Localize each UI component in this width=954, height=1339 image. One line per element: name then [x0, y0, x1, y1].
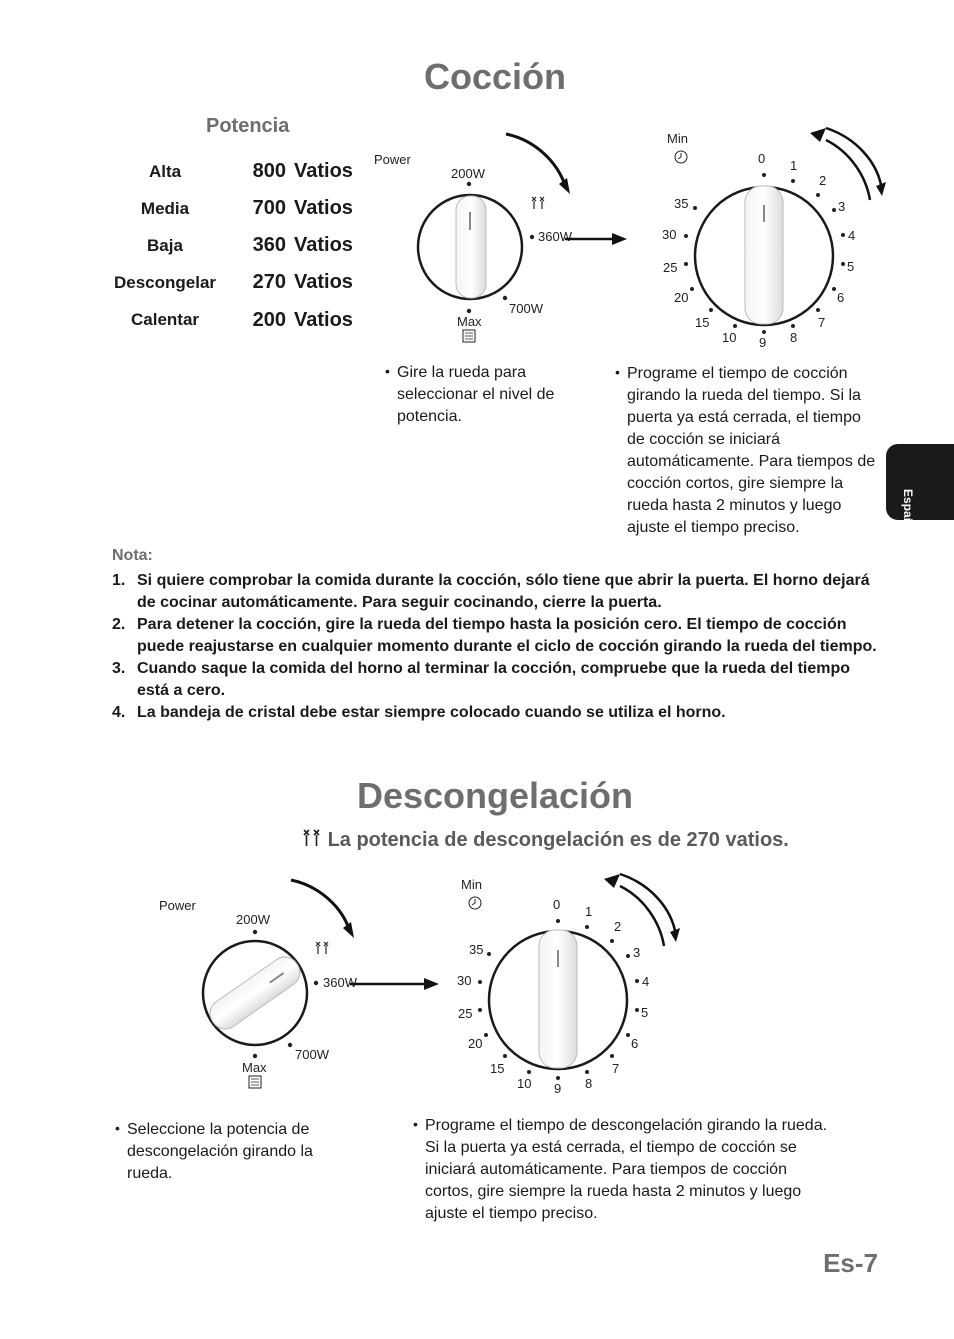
power-row-unit: Vatios [294, 160, 353, 182]
timer-number: 20 [468, 1036, 483, 1051]
power-row-label: Calentar [130, 310, 200, 329]
nota-label: Nota: [112, 547, 153, 564]
bullet-timer-descongelacion [413, 1115, 830, 1225]
defrost-subtitle-text: La potencia de descongelación es de 270 vatios. [327, 829, 789, 851]
timer-dial-title: Min [667, 131, 688, 146]
power-dial-title: Power [374, 152, 411, 167]
power-row-label: Descongelar [113, 273, 217, 292]
timer-number: 35 [674, 196, 689, 211]
timer-number: 8 [585, 1076, 593, 1091]
timer-number: 6 [837, 290, 845, 305]
timer-number: 10 [722, 330, 737, 345]
timer-number: 0 [553, 897, 561, 912]
timer-number: 15 [695, 315, 710, 330]
side-tab: Español [886, 444, 954, 520]
note-text: Para detener la cocción, gire la rueda del tiempo hasta la posición cero. El tiempo de cocción puede reajustarse en cualquier momento durante el ciclo de cocción girando la rueda del tiempo. [137, 616, 877, 655]
power-row-label: Alta [148, 162, 182, 181]
power-label-360w: 360W [323, 975, 357, 990]
bullet-dot: • [615, 364, 620, 380]
power-row-unit: Vatios [294, 271, 353, 293]
power-label-max: Max [457, 314, 482, 329]
bullet-dot: • [413, 1116, 418, 1132]
power-dial-title: Power [159, 898, 196, 913]
timer-number: 30 [457, 973, 472, 988]
timer-number: 10 [517, 1076, 532, 1091]
timer-number: 7 [612, 1061, 620, 1076]
bullet-dot: • [385, 363, 390, 379]
power-row-label: Media [140, 199, 190, 218]
power-row-unit: Vatios [294, 197, 353, 219]
timer-number: 8 [790, 330, 798, 345]
section-title-coccion: Cocción [423, 56, 566, 97]
timer-dial-title: Min [461, 877, 482, 892]
note-text: Si quiere comprobar la comida durante la cocción, sólo tiene que abrir la puerta. El horno dejará de cocinar automáticamente. Para seguir cocinando, cierre la puerta. [137, 572, 870, 611]
page-number: Es-7 [823, 1248, 878, 1278]
section-title-descongelacion: Descongelación [356, 775, 634, 816]
timer-number: 9 [759, 335, 767, 350]
timer-number: 1 [790, 158, 798, 173]
power-label-700w: 700W [509, 301, 543, 316]
timer-number: 6 [631, 1036, 639, 1051]
note-number: 2. [112, 616, 126, 633]
bullet-text: Seleccione la potencia de descongelación girando la rueda. [127, 1121, 313, 1182]
timer-number: 25 [458, 1006, 473, 1021]
bullet-dot: • [115, 1120, 120, 1136]
timer-number: 0 [758, 151, 766, 166]
power-row-value: 700 [252, 197, 286, 219]
bullet-text: Programe el tiempo de cocción girando la rueda del tiempo. Si la puerta ya está cerrada, el tiempo de cocción se iniciará automáticamente. Para tiempos de cocción cortos, gire siempre la rueda hasta 2 minutos y luego ajuste el tiempo preciso. [627, 365, 876, 536]
bullet-text: Programe el tiempo de descongelación girando la rueda. Si la puerta ya está cerrada, el tiempo de cocción se iniciará automáticamente. Para tiempos de cocción cortos, gire siempre la rueda hasta 2 minutos y luego ajuste el tiempo preciso. [425, 1117, 828, 1222]
note-text: La bandeja de cristal debe estar siempre colocado cuando se utiliza el horno. [137, 704, 726, 721]
timer-number: 5 [847, 259, 855, 274]
bullet-power-descongelacion [115, 1119, 337, 1185]
note-number: 3. [112, 660, 126, 677]
timer-number: 15 [490, 1061, 505, 1076]
timer-number: 7 [818, 315, 826, 330]
timer-number: 2 [819, 173, 827, 188]
power-row-value: 360 [252, 234, 286, 256]
timer-number: 4 [642, 974, 650, 989]
note-number: 1. [112, 572, 126, 589]
timer-number: 3 [633, 945, 641, 960]
power-label-360w: 360W [538, 229, 572, 244]
timer-number: 2 [614, 919, 622, 934]
note-number: 4. [112, 704, 126, 721]
timer-number: 30 [662, 227, 677, 242]
bullet-text: Gire la rueda para seleccionar el nivel de potencia. [397, 364, 555, 425]
potencia-heading: Potencia [206, 115, 290, 137]
timer-number: 35 [469, 942, 484, 957]
note-text: Cuando saque la comida del horno al terminar la cocción, compruebe que la rueda del tiempo está a cero. [137, 660, 851, 699]
power-row-unit: Vatios [294, 309, 353, 331]
timer-number: 25 [663, 260, 678, 275]
power-row-value: 200 [252, 309, 286, 331]
power-row-value: 270 [252, 271, 286, 293]
timer-number: 20 [674, 290, 689, 305]
power-label-max: Max [242, 1060, 267, 1075]
power-label-200w: 200W [451, 166, 485, 181]
timer-number: 3 [838, 199, 846, 214]
power-row-value: 800 [252, 160, 286, 182]
timer-number: 5 [641, 1005, 649, 1020]
timer-number: 4 [848, 228, 856, 243]
power-label-200w: 200W [236, 912, 270, 927]
power-row-unit: Vatios [294, 234, 353, 256]
timer-number: 1 [585, 904, 593, 919]
timer-number: 9 [554, 1081, 562, 1096]
power-row-label: Baja [147, 236, 183, 255]
power-label-700w: 700W [295, 1047, 329, 1062]
